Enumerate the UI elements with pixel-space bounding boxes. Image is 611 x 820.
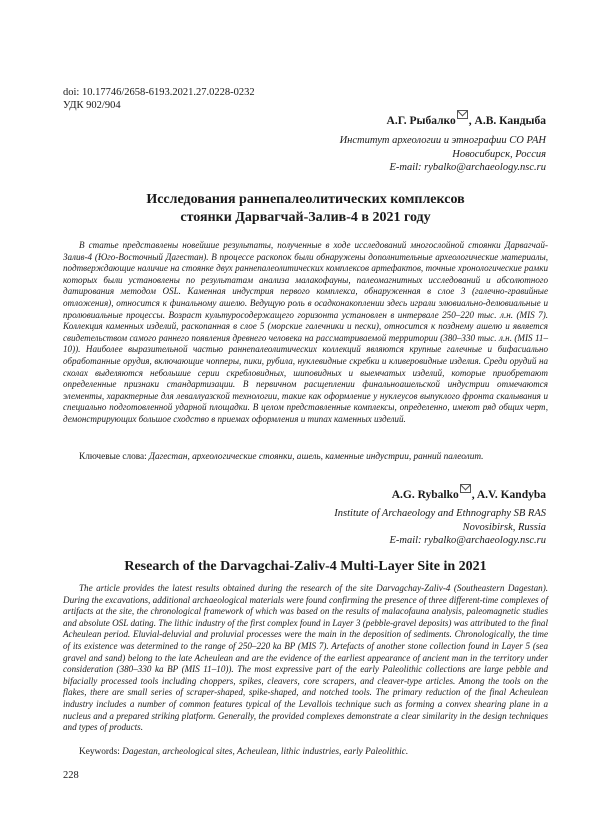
author-en-1: A.G. Rybalko	[391, 489, 459, 501]
doi-line: doi: 10.17746/2658-6193.2021.27.0228-0232	[63, 87, 255, 98]
udk-line: УДК 902/904	[63, 100, 121, 111]
abstract-ru: В статье представлены новейшие результаты, полученные в ходе исследований многослойной стоянки Дарвагчай-Залив-4 (Юго-Восточный Дагестан). В процессе раскопок были обнаружены дополнительные археологические материалы, подтверждающие наличие на стоянке двух раннепалеолитических комплексов артефактов, точные хронологические рамки которых были установлены по результатам анализа малакофауны, палеомагнитных исследований и абсолютного датирования методом OSL. Каменная индустрия первого комплекса, обнаруженная в слое 3 (галечно-гравийные отложения), относится к финальному ашелю. Ведущую роль в осадконакоплении здесь играли элювиально-делювиальные и пролювиальные процессы. Возраст культуросодержащего горизонта установлен в интервале 250–220 тыс. л.н. (MIS 7). Коллекция каменных изделий, раскопанная в слое 5 (морские галечники и пески), относится к позднему ашелю и является свидетельством самого раннего появления древнего человека на рассматриваемой территории (380–330 тыс. л.н. (MIS 11–10)). Наиболее выразительной частью раннепалеолитических коллекций являются крупные галечные и бифасиально обработанные орудия, включающие чопперы, пики, рубила, нуклевидные скребки и кливеровидные изделия. Среди орудий на сколах выделяются небольшие серии скребловидных, шиповидных и выемчатых изделий, которые приобретают определенные признаки стандартизации. В первичном расщеплении финальноашельской индустрии отмечаются элементы, характерные для леваллуазской технологии, такие как оформление у нуклеусов выпуклого фронта скалывания и специально подготовленной ударной площадки. В целом представленные комплексы, определенно, имеют ряд общих черт, демонстрирующих большое сходство в приемах оформления и типах каменных изделий.	[63, 240, 548, 424]
authors-ru	[387, 115, 546, 127]
article-meta	[63, 86, 255, 112]
keywords-en-label: Keywords:	[79, 747, 120, 757]
keywords-en	[63, 746, 548, 758]
affiliation-ru-email: E-mail: rybalko@archaeology.nsc.ru	[389, 162, 546, 173]
author-ru-2: , А.В. Кандыба	[468, 115, 546, 127]
affiliation-en-email: E-mail: rybalko@archaeology.nsc.ru	[389, 535, 546, 546]
author-en-2: , A.V. Kandyba	[471, 489, 546, 501]
keywords-en-text: Dagestan, archeological sites, Acheulean, lithic industries, early Paleolithic.	[122, 747, 409, 757]
envelope-icon	[457, 110, 468, 119]
affiliation-ru-city: Новосибирск, Россия	[452, 148, 546, 160]
title-ru	[63, 191, 548, 227]
title-ru-line-1: Исследования раннепалеолитических комплексов	[146, 192, 465, 207]
envelope-icon	[460, 484, 471, 493]
keywords-ru-text: Дагестан, археологические стоянки, ашель, каменные индустрии, ранний палеолит.	[149, 452, 484, 462]
affiliation-en-city: Novosibirsk, Russia	[462, 521, 546, 533]
affiliation-ru	[340, 134, 546, 175]
keywords-ru-label: Ключевые слова:	[79, 452, 147, 462]
affiliation-en	[334, 507, 546, 548]
authors-en	[392, 489, 546, 501]
keywords-ru	[63, 451, 548, 463]
page-number: 228	[63, 770, 79, 781]
author-ru-1: А.Г. Рыбалко	[386, 115, 456, 127]
title-ru-line-2: стоянки Дарвагчай-Залив-4 в 2021 году	[180, 210, 431, 225]
abstract-en: The article provides the latest results obtained during the research of the site Darvagchay-Zaliv-4 (Southeastern Dagestan). During the excavations, additional archaeological materials were found confirming the presence of three different-time complexes of artifacts at the site, the chronological framework of which was based on the results of malacofauna analysis, paleomagnetic studies and absolute OSL dating. The lithic industry of the first complex found in Layer 3 (pebble-gravel deposits) was attributed to the final Acheulean period. Eluvial-deluvial and proluvial processes were the main in the deposition of sediments. Chronologically, the time of its existence was determined to the range of 250–220 ka BP (MIS 7). Artefacts of another stone collection found in Layer 5 (sea gravel and sand) belong to the late Acheulean and are the evidence of the earliest appearance of ancient man in the territory under consideration (380–330 ka BP (MIS 11–10)). The most expressive part of the early Paleolithic collections are large pebble and bifacially processed tools including choppers, spikes, cleavers, core scrapers, and cleaver-type articles. Among the tools on the flakes, there are small series of scraper-shaped, spike-shaped, and notched tools. The primary reduction of the final Acheulean industry includes a number of common features typical of the Levallois technique such as forming a convex shearing plane in a nucleus and a prepared striking platform. Generally, the provided complexes demonstrate a clear similarity in the design techniques and types of products.	[63, 583, 548, 733]
affiliation-ru-institute: Институт археологии и этнографии СО РАН	[339, 135, 546, 146]
affiliation-en-institute: Institute of Archaeology and Ethnography SB RAS	[334, 508, 546, 519]
title-en: Research of the Darvagchai-Zaliv-4 Multi-Layer Site in 2021	[124, 559, 487, 574]
